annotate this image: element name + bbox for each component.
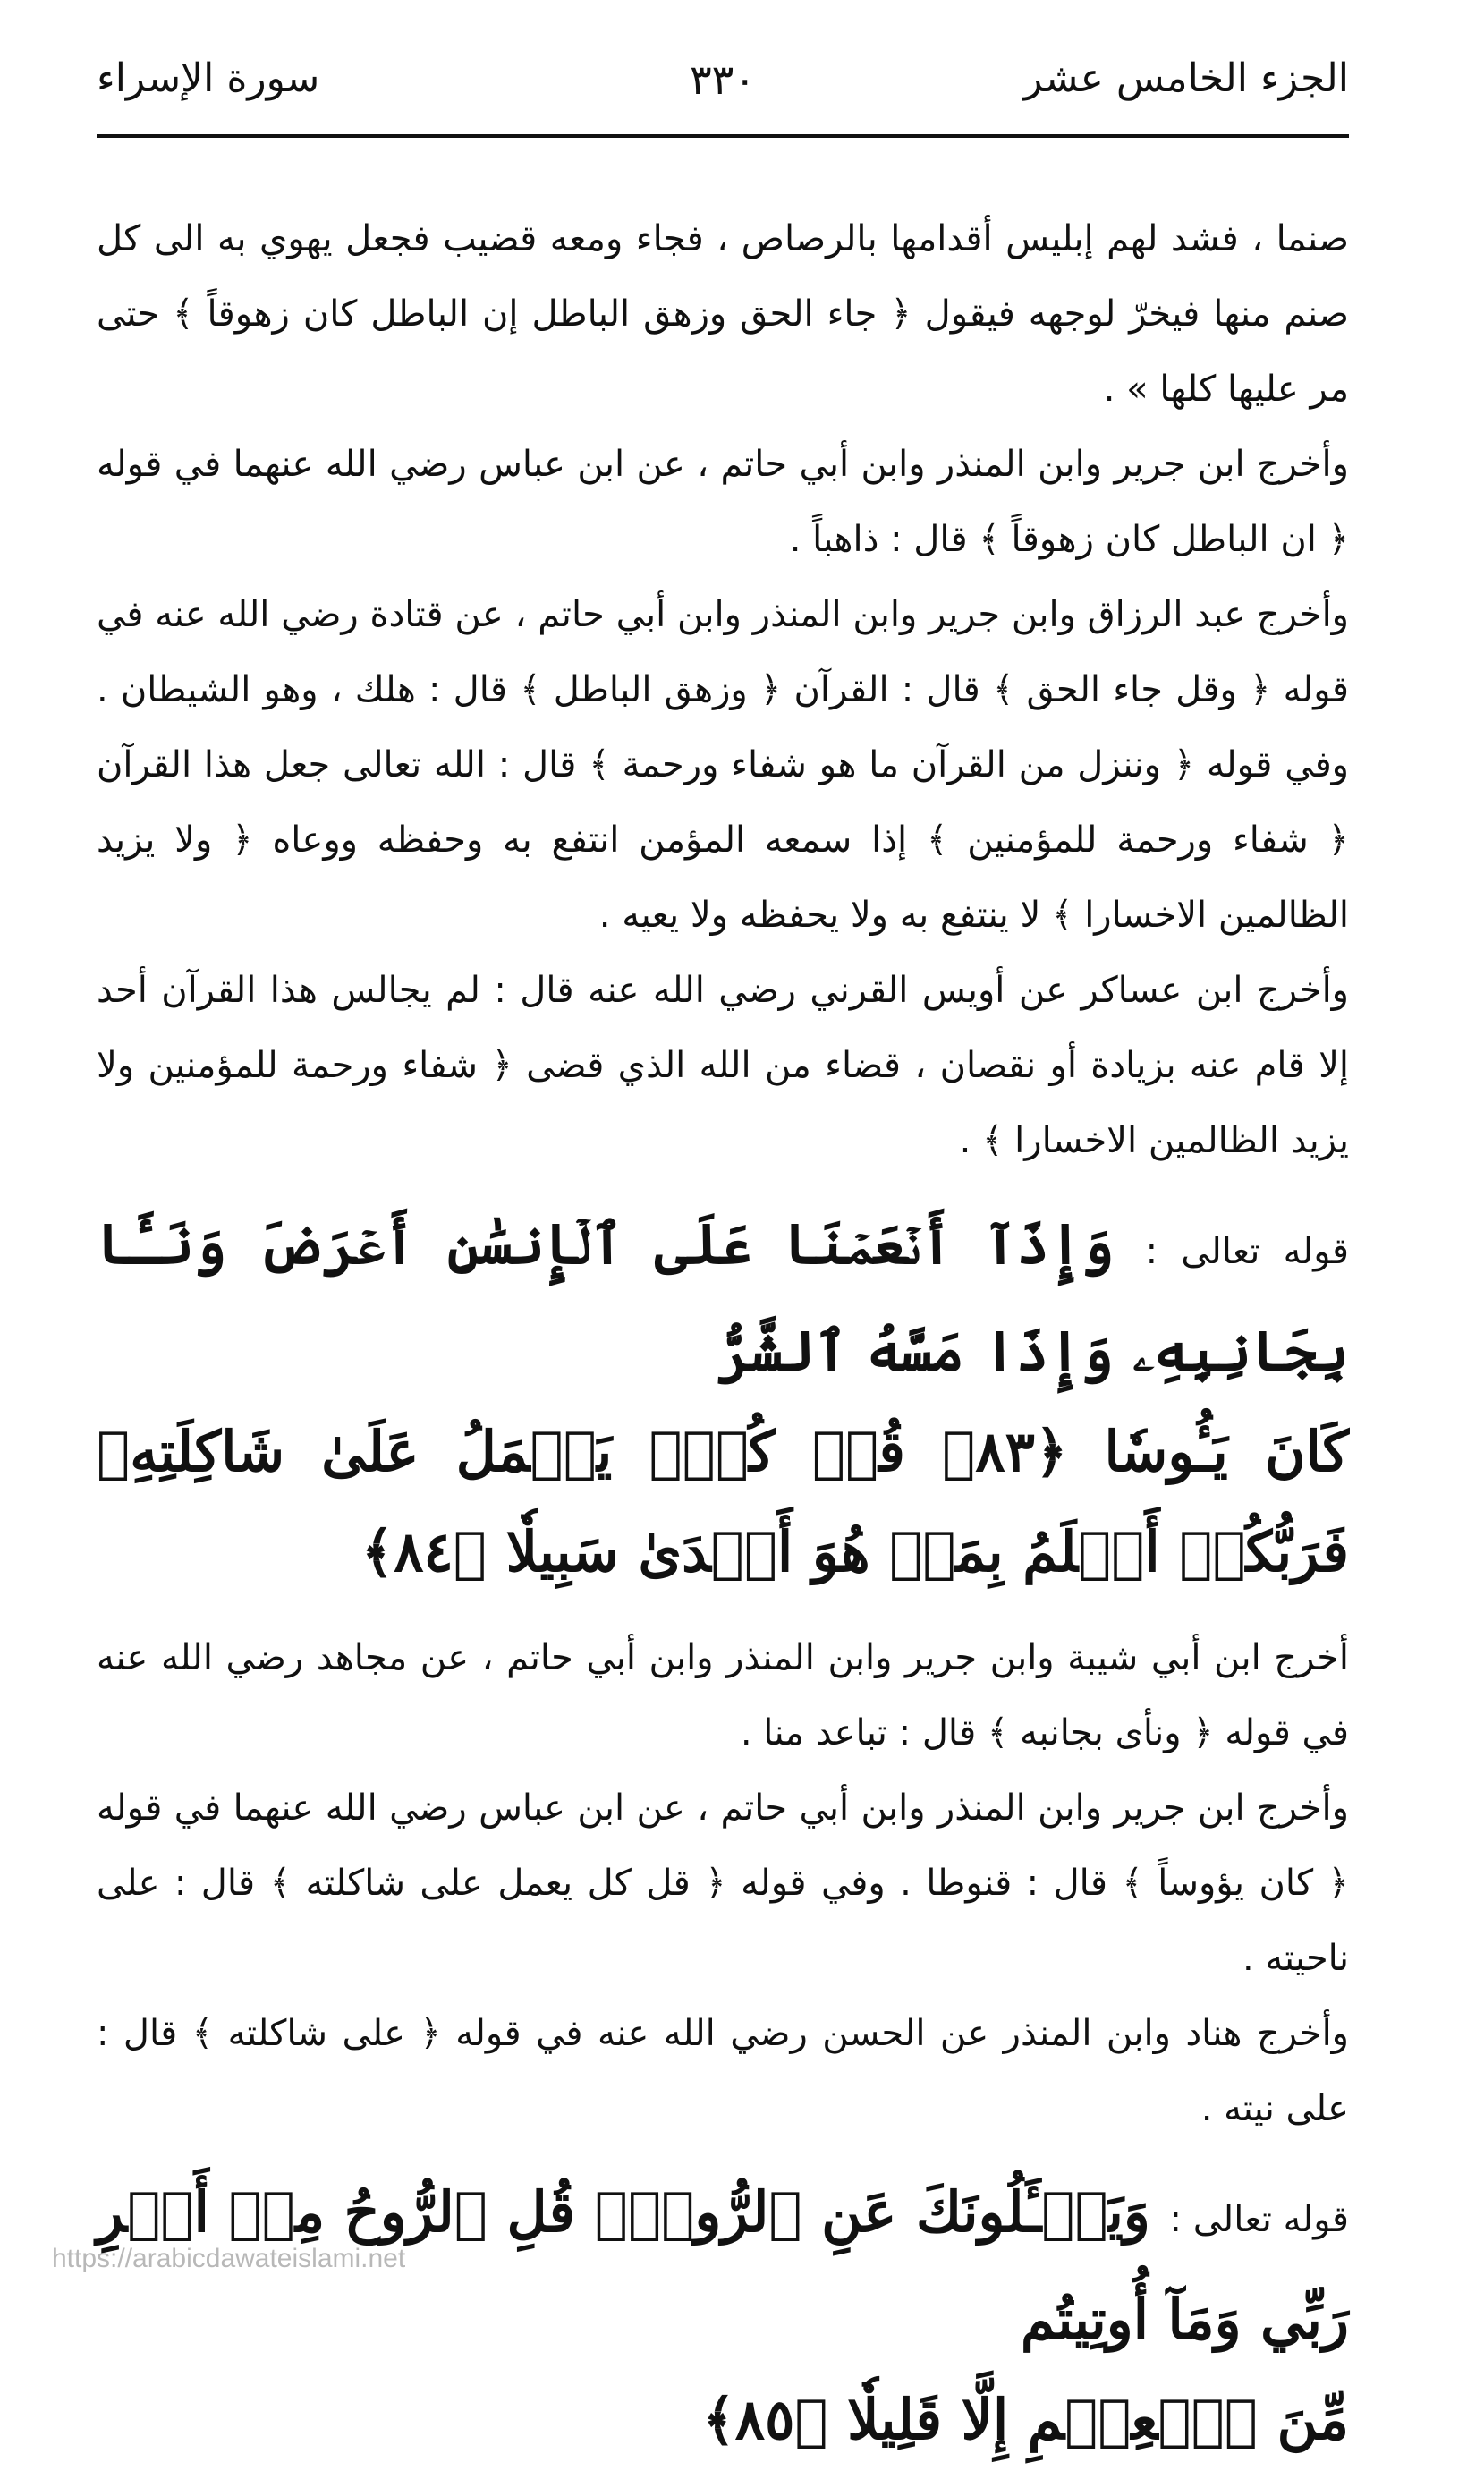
ayah-line: كَانَ يَـُٔوسٗا ﴿٨٣﴾ قُلۡ كُلّٞ يَعۡمَلُ عَلَىٰ شَاكِلَتِهِۦ فَرَبُّكُمۡ أَعۡلَمُ بِمَنۡ هُوَ أَهۡدَىٰ سَبِيلٗا ﴿٨٤﴾	[97, 1419, 1350, 1584]
ayah-intro: قوله تعالى :	[1169, 2199, 1349, 2240]
paragraph: وأخرج ابن عساكر عن أويس القرني رضي الله عنه قال : لم يجالس هذا القرآن أحد إلا قام عنه بزيادة أو نقصان ، قضاء من الله الذي قضى ﴿ شفاء ورحمة للمؤمنين ولا يزيد الظالمين الاخسارا ﴾ .	[97, 970, 1349, 1161]
surah-title: سورة الإسراء	[97, 55, 320, 101]
source-watermark: https://arabicdawateislami.net	[52, 2244, 406, 2273]
ayah-intro: قوله تعالى :	[1145, 1231, 1349, 1272]
ayah-block-85	[97, 2162, 1349, 2470]
page-number: ٣٣٠	[689, 55, 757, 104]
paragraph: وأخرج ابن جرير وابن المنذر وابن أبي حاتم ، عن ابن عباس رضي الله عنهما في قوله ﴿ كان يؤوساً ﴾ قال : قنوطا . وفي قوله ﴿ قل كل يعمل على شاكلته ﴾ قال : على ناحيته .	[97, 1787, 1349, 1979]
part-title: الجزء الخامس عشر	[1023, 55, 1349, 101]
running-header	[97, 55, 1349, 118]
paragraph: صنما ، فشد لهم إبليس أقدامها بالرصاص ، فجاء ومعه قضيب فجعل يهوي به الى كل صنم منها فيخرّ لوجهه فيقول ﴿ جاء الحق وزهق الباطل إن الباطل كان زهوقاً ﴾ حتى مر عليها كلها » .	[97, 218, 1349, 410]
ayah-block-83-84	[97, 1194, 1349, 1602]
quran-verse-text: وَإِذَآ أَنۡعَمۡنَا عَلَى ٱلۡإِنسَٰنِ أَعۡرَضَ وَنَـَٔا بِجَانِبِهِۦ وَإِذَا مَسَّهُ ٱلشَّرُّ	[97, 1211, 1349, 1384]
ayah-line: مِّنَ ٱلۡعِلۡمِ إِلَّا قَلِيلٗا ﴿٨٥﴾	[702, 2387, 1349, 2452]
paragraph: وأخرج هناد وابن المنذر عن الحسن رضي الله عنه في قوله ﴿ على شاكلته ﴾ قال : على نيته .	[97, 2013, 1349, 2129]
header-divider	[97, 134, 1349, 138]
paragraph: وأخرج ابن جرير وابن المنذر وابن أبي حاتم ، عن ابن عباس رضي الله عنهما في قوله ﴿ ان الباطل كان زهوقاً ﴾ قال : ذاهباً .	[97, 444, 1349, 560]
quran-verse-text: وَيَسۡـَٔلُونَكَ عَنِ ٱلرُّوحِۖ قُلِ ٱلرُّوحُ مِنۡ أَمۡرِ رَبِّي وَمَآ أُوتِيتُم	[97, 2179, 1349, 2352]
paragraph: وأخرج عبد الرزاق وابن جرير وابن المنذر وابن أبي حاتم ، عن قتادة رضي الله عنه في قوله ﴿ وقل جاء الحق ﴾ قال : القرآن ﴿ وزهق الباطل ﴾ قال : هلك ، وهو الشيطان . وفي قوله ﴿ وننزل من القرآن ما هو شفاء ورحمة ﴾ قال : الله تعالى جعل هذا القرآن ﴿ شفاء ورحمة للمؤمنين ﴾ إذا سمعه المؤمن انتفع به وحفظه ووعاه ﴿ ولا يزيد الظالمين الاخسارا ﴾ لا ينتفع به ولا يحفظه ولا يعيه .	[97, 594, 1349, 936]
page-body	[97, 201, 1349, 2488]
paragraph: أخرج ابن أبي شيبة وابن جرير وابن المنذر وابن أبي حاتم ، عن مجاهد رضي الله عنه في قوله ﴿ ونأى بجانبه ﴾ قال : تباعد منا .	[97, 1637, 1349, 1753]
ayah-line	[97, 1194, 1349, 1402]
